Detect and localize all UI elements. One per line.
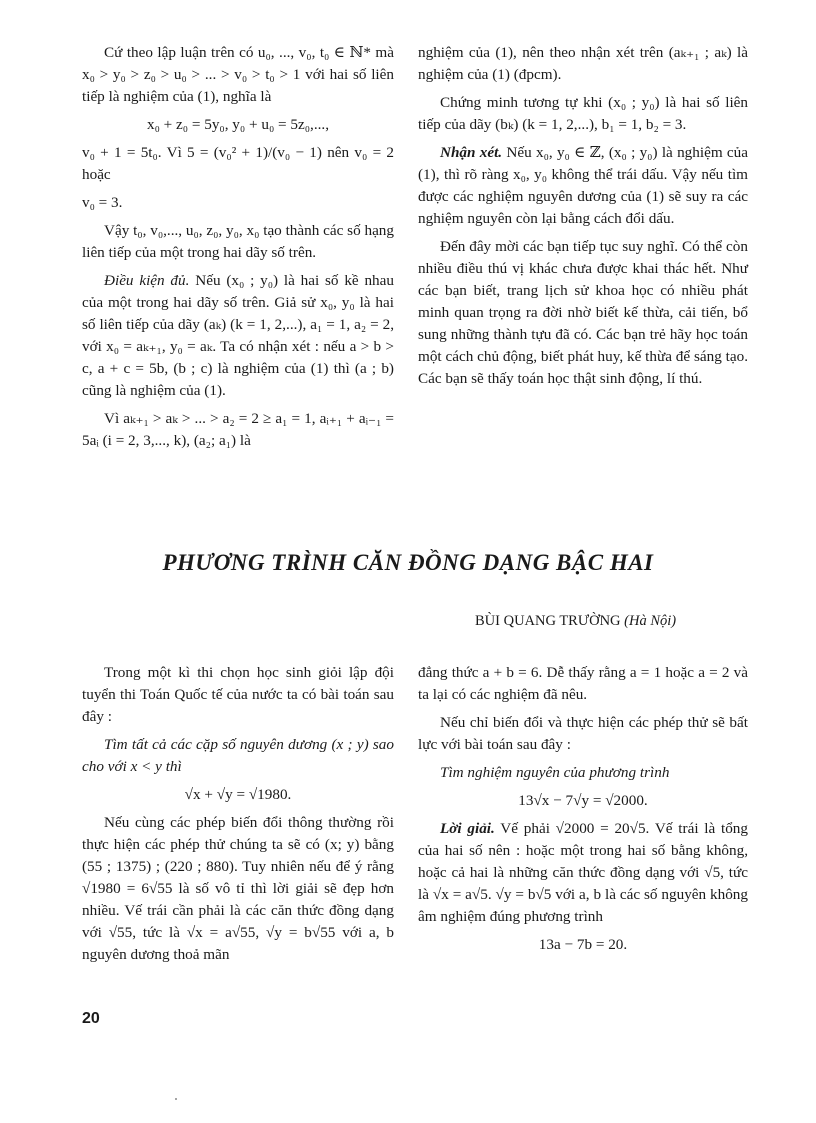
paragraph (418, 818, 748, 928)
paragraph: Nếu cùng các phép biến đổi thông thường rồi thực hiện các phép thử chúng ta sẽ có (x; y) bằng (55 ; 1375) ; (220 ; 880). Tuy nhiên nếu để ý rằng √1980 = 6√55 là số vô tỉ thì lời giải sẽ đẹp hơn nhiều. Vế trái cần phải là các căn thức đồng dạng với √55, tức là √x = a√55, √y = b√55 với a, b nguyên dương thoả mãn (82, 814, 394, 963)
paragraph-lead: Lời giải. (440, 820, 495, 837)
equation: x₀ + z₀ = 5y₀, y₀ + u₀ = 5z₀,..., (146, 116, 330, 133)
paragraph: Vì aₖ₊₁ > aₖ > ... > a₂ = 2 ≥ a₁ = 1, aᵢ₊₁ + aᵢ₋₁ = 5aᵢ (i = 2, 3,..., k), (a₂; a₁) là (82, 410, 394, 449)
paragraph: đẳng thức a + b = 6. Dễ thấy rằng a = 1 hoặc a = 2 và ta lại có các nghiệm đã nêu. (418, 664, 748, 703)
paragraph: Chứng minh tương tự khi (x₀ ; y₀) là hai số liên tiếp của dãy (bₖ) (k = 1, 2,...), b₁ = 1, b₂ = 3. (418, 94, 748, 133)
top-left-column (82, 42, 394, 458)
bottom-left-column (82, 662, 394, 972)
equation: v₀ + 1 = 5t₀. Vì 5 = (v₀² + 1)/(v₀ − 1) nên v₀ = 2 hoặc (82, 144, 394, 183)
paragraph-lead: Điều kiện đủ. (104, 272, 190, 289)
page-number: 20 (82, 1010, 100, 1027)
paragraph: Nếu chỉ biến đổi và thực hiện các phép thử sẽ bất lực với bài toán sau đây : (418, 714, 748, 753)
equation: 13√x − 7√y = √2000. (518, 792, 648, 809)
top-right-column (418, 42, 748, 396)
paragraph-text: Vế phải √2000 = 20√5. Vế trái là tổng của hai số nên : hoặc một trong hai số bằng không, hoặc cả hai là những căn thức đồng dạng với √5, tức là √x = a√5. √y = b√5 với a, b là các số nguyên không âm nghiệm đúng phương trình (418, 820, 748, 925)
paragraph: Vậy t₀, v₀,..., u₀, z₀, y₀, x₀ tạo thành các số hạng liên tiếp của một trong hai dãy số trên. (82, 222, 394, 261)
byline (475, 613, 676, 630)
paragraph: Đến đây mời các bạn tiếp tục suy nghĩ. Có thể còn nhiều điều thú vị khác chưa được khai thác hết. Như các bạn biết, trang lịch sử khoa học có nhiều phát minh quan trọng ra đời nhờ biết kế thừa, cải tiến, bổ sung những thành tựu đã có. Các bạn trẻ hãy học toán một cách chủ động, biết phát huy, kế thừa để sáng tạo. Các bạn sẽ thấy toán học thật sinh động, lí thú. (418, 238, 748, 387)
paragraph: nghiệm của (1), nên theo nhận xét trên (aₖ₊₁ ; aₖ) là nghiệm của (1) (đpcm). (418, 44, 748, 83)
problem-statement: Tìm nghiệm nguyên của phương trình (440, 764, 670, 781)
paragraph: Cứ theo lập luận trên có u₀, ..., v₀, t₀ ∈ ℕ* mà x₀ > y₀ > z₀ > u₀ > ... > v₀ > t₀ > 1 với hai số liên tiếp là nghiệm của (1), nghĩa là (82, 44, 394, 105)
author-name: BÙI QUANG TRƯỜNG (475, 613, 625, 629)
equation: 13a − 7b = 20. (538, 936, 628, 953)
equation: √x + √y = √1980. (184, 786, 292, 803)
article-title: PHƯƠNG TRÌNH CĂN ĐỒNG DẠNG BẬC HAI (162, 550, 654, 575)
paragraph-text: Nếu x₀, y₀ ∈ ℤ, (x₀ ; y₀) là nghiệm của (1), thì rõ ràng x₀, y₀ không thể trái dấu. Vậy nếu tìm được các nghiệm nguyên dương của (1) sẽ suy ra các nghiệm nguyên còn lại bằng cách đổi dấu. (418, 144, 748, 227)
author-place: (Hà Nội) (624, 613, 677, 629)
paragraph (418, 142, 748, 230)
bottom-right-column (418, 662, 748, 962)
equation: v₀ = 3. (82, 194, 123, 211)
scan-speck (175, 1098, 177, 1100)
paragraph-lead: Nhận xét. (440, 144, 503, 161)
paragraph: Trong một kì thi chọn học sinh giỏi lập đội tuyển thi Toán Quốc tế của nước ta có bài toán sau đây : (82, 664, 394, 725)
paragraph (82, 270, 394, 402)
paragraph-text: Nếu (x₀ ; y₀) là hai số kề nhau của một trong hai dãy số trên. Giả sử x₀, y₀ là hai số liên tiếp của dãy (aₖ) (k = 1, 2,...), a₁ = 1, a₂ = 2, với x₀ = aₖ₊₁, y₀ = aₖ. Ta có nhận xét : nếu a > b > c, a + c = 5b, (b ; c) là nghiệm của (1) thì (a ; b) cũng là nghiệm của (1). (82, 272, 394, 399)
problem-statement: Tìm tất cả các cặp số nguyên dương (x ; y) sao cho với x < y thì (82, 736, 394, 775)
